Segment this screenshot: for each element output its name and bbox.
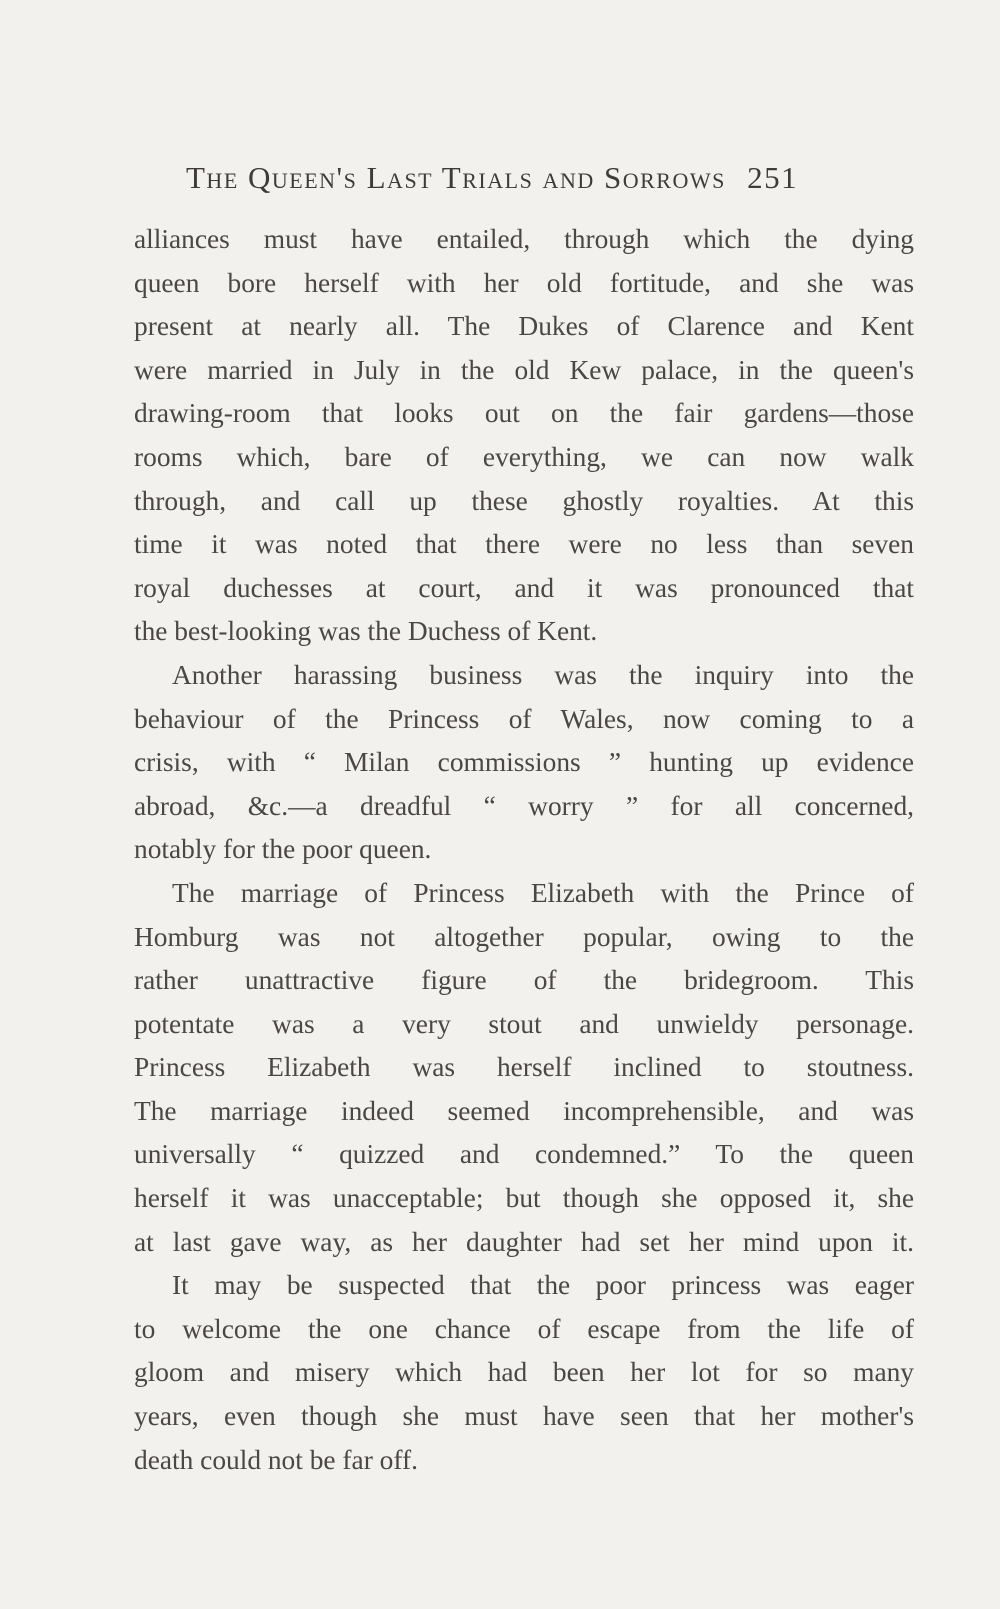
text-line: Homburg was not altogether popular, owing to the [134,921,914,952]
running-title: The Queen's Last Trials and Sorrows [186,160,726,195]
text-line: years, even though she must have seen that her mother's [134,1401,914,1432]
text-line: rather unattractive figure of the bridegroom. This [134,965,914,996]
text-line: death could not be far off. [134,1444,418,1475]
text-line: time it was noted that there were no less than seven [134,529,914,560]
text-line: It may be suspected that the poor princess was eager [172,1270,914,1301]
text-line: queen bore herself with her old fortitude, and she was [134,267,914,298]
paragraph-4 [134,1264,914,1482]
text-line: Another harassing business was the inquiry into the [172,659,914,690]
text-line: behaviour of the Princess of Wales, now coming to a [134,703,914,734]
text-line: the best-looking was the Duchess of Kent. [134,616,598,647]
text-line: rooms which, bare of everything, we can now walk [134,441,914,472]
text-line: potentate was a very stout and unwieldy personage. [134,1008,914,1039]
text-line: alliances must have entailed, through which the dying [134,224,914,254]
text-line: present at nearly all. The Dukes of Clarence and Kent [134,311,914,342]
text-line: at last gave way, as her daughter had set her mind upon it. [134,1226,914,1257]
text-line: to welcome the one chance of escape from the life of [134,1313,914,1344]
running-head [186,160,916,196]
text-line: universally “ quizzed and condemned.” To the queen [134,1139,914,1170]
text-line: The marriage of Princess Elizabeth with the Prince of [172,877,914,908]
paragraph-1 [134,218,914,654]
text-line: abroad, &c.—a dreadful “ worry ” for all concerned, [134,790,914,821]
page-number: 251 [747,160,799,195]
body-text [134,218,914,1482]
text-line: crisis, with “ Milan commissions ” hunting up evidence [134,747,914,778]
text-line: through, and call up these ghostly royalties. At this [134,485,914,516]
text-line: were married in July in the old Kew palace, in the queen's [134,354,914,385]
text-line: herself it was unacceptable; but though she opposed it, she [134,1183,914,1214]
text-line: gloom and misery which had been her lot for so many [134,1357,914,1388]
paragraph-2 [134,654,914,872]
text-line: The marriage indeed seemed incomprehensible, and was [134,1095,914,1126]
paragraph-3 [134,872,914,1264]
text-line: royal duchesses at court, and it was pronounced that [134,572,914,603]
text-line: Princess Elizabeth was herself inclined to stoutness. [134,1052,914,1083]
text-line: drawing-room that looks out on the fair gardens—those [134,398,914,429]
text-line: notably for the poor queen. [134,834,432,865]
